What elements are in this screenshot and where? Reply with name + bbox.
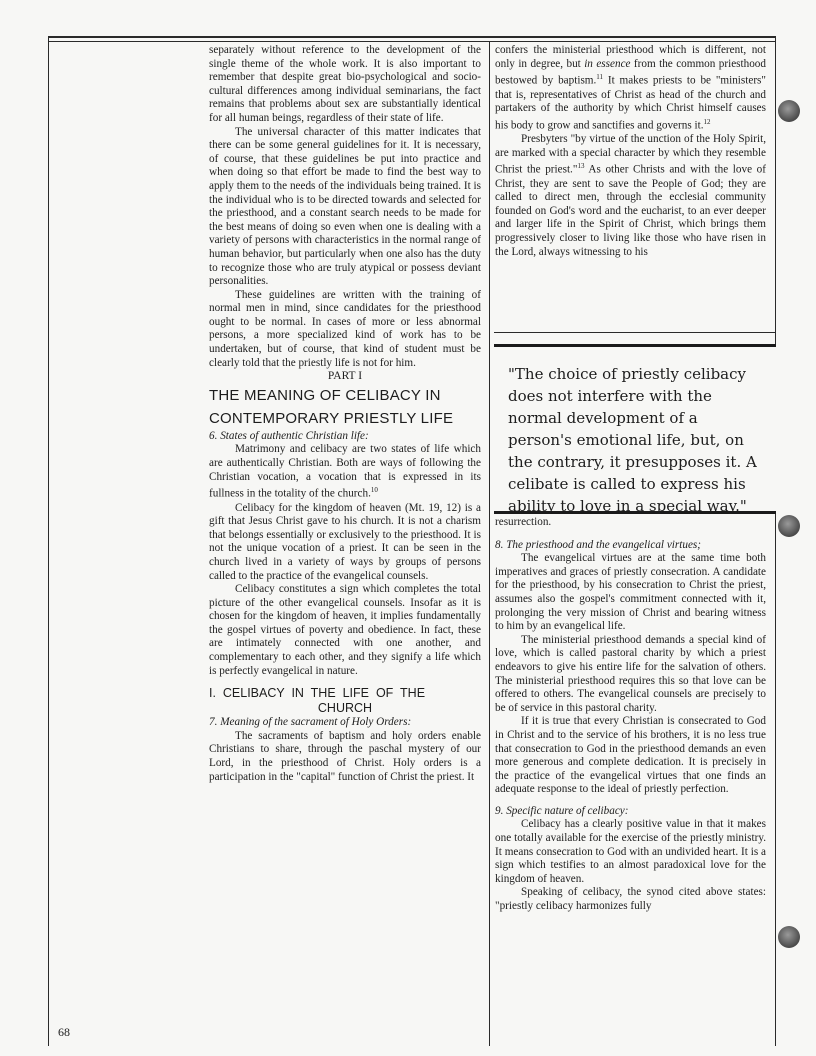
top-rule-thin bbox=[48, 41, 776, 42]
part-label: PART I bbox=[327, 370, 363, 383]
section-6-paragraph-1: Matrimony and celibacy are two states of life which are authentically Christian. Both are ways of following the Christian vocation, a vocation that is expressed in its fullness in the totality of the church.$^{10}$ bbox=[209, 443, 481, 500]
footnote-ref-13: 13 bbox=[577, 162, 585, 171]
footnote-ref-12: 12 bbox=[703, 117, 711, 126]
left-margin-rule bbox=[48, 36, 49, 1046]
right-column-top bbox=[495, 44, 766, 332]
punch-hole-bottom bbox=[778, 926, 800, 948]
pull-quote-box bbox=[494, 344, 776, 514]
right-paragraph-1: confers the ministerial priesthood which is different, not only in degree, but in essence from the common priesthood bestowed by baptism.$^{11}$ It makes priests to be "ministers" that is, representatives of Christ as head of the church and partakers of the authority by which Christ himself causes his body to grow and sanctifies and governs it.$^{12}$ bbox=[495, 44, 766, 132]
column-divider bbox=[489, 41, 490, 1046]
chapter-1-heading-line-1: I. CELIBACY IN THE LIFE OF THE bbox=[209, 686, 426, 701]
footnote-ref-11: 11 bbox=[596, 73, 604, 82]
left-paragraph-1: separately without reference to the development of the single theme of the whole work. It is also important to remember that despite great bio-psychological and socio-cultural differences among individual seminarians, the fact remains that problems about sex are substantially identical for all human beings, regardless of their state of life. bbox=[209, 44, 481, 124]
right-column-bottom bbox=[495, 516, 766, 1046]
punch-hole-middle bbox=[778, 515, 800, 537]
text-end-rule bbox=[494, 332, 776, 333]
section-7-paragraph-1: The sacraments of baptism and holy orders enable Christians to share, through the paschal mystery of our Lord, in the priesthood of Christ. Holy orders is a participation in the "capital" function of Christ the priest. It bbox=[209, 729, 481, 783]
chapter-1-heading-line-2: CHURCH bbox=[317, 701, 373, 716]
section-6-paragraph-3: Celibacy constitutes a sign which completes the total picture of the other evangelical counsels. Insofar as it is chosen for the kingdom of heaven, it implies fundamentally the gospel virtues of poverty and obedience. In fact, these are intimately connected with one another, and complementary to each other, and they signify a life which is perfectly evangelical in nature. bbox=[209, 583, 481, 677]
section-8-paragraph-1: The evangelical virtues are at the same time both imperatives and graces of priestly consecration. A candidate for the priesthood, by his consecration to Christ the priest, assumes also the gospel's commitment connected with it, prolonging the very mission of Christ and bearing witness to him by an evangelical life. bbox=[495, 552, 766, 633]
section-8-paragraph-2: The ministerial priesthood demands a special kind of love, which is called pastoral charity by which a priest endeavors to give his entire life for the salvation of others. The ministerial priesthood requires this so that love can be offered to others. The evangelical counsels are precisely to be of service in this pastoral charity. bbox=[495, 633, 766, 714]
left-paragraph-2: The universal character of this matter indicates that there can be some general guidelines for it. It is necessary, of course, that these guidelines be put into practice and when doing so that effort be made to find the best way to apply them to the needs of the individuals being trained. It is the individual who is to be directed towards and selected for the priesthood, and a constant search needs to be made for the best means of doing so even when one is dealing with a variety of persons with characteristics in the normal range of human behavior, but particularly when one also has the duty to recognize those who are truly atypical or possess deviant personalities. bbox=[209, 125, 481, 288]
right-margin-rule bbox=[775, 36, 776, 1046]
section-7-heading: 7. Meaning of the sacrament of Holy Orders: bbox=[209, 716, 412, 729]
section-8-paragraph-3: If it is true that every Christian is consecrated to God in Christ and to the service of his brothers, it is no less true that consecration to God in the priesthood demands an even more generous and complete dedication. It is precisely in the practice of the evangelical virtues that one finds an adequate response to the ideal of priestly perfection. bbox=[495, 715, 766, 796]
section-9-paragraph-2: Speaking of celibacy, the synod cited above states: "priestly celibacy harmonizes fully bbox=[495, 886, 766, 913]
section-8-heading: 8. The priesthood and the evangelical virtues; bbox=[495, 538, 701, 551]
right-paragraph-3: resurrection. bbox=[495, 516, 552, 528]
section-6-heading: 6. States of authentic Christian life: bbox=[209, 429, 369, 442]
footnote-ref-10: 10 bbox=[370, 486, 378, 495]
punch-hole-top bbox=[778, 100, 800, 122]
part-title-line-1: THE MEANING OF CELIBACY IN bbox=[209, 386, 441, 404]
page-number: 68 bbox=[58, 1025, 70, 1039]
top-rule bbox=[48, 36, 776, 38]
section-6-paragraph-2: Celibacy for the kingdom of heaven (Mt. 19, 12) is a gift that Jesus Christ gave to his church. It is not a charism that belongs essentially or exclusively to the priesthood. It is not the unique vocation of a priest. It can be seen in the church lived in a variety of ways by groups of persons called to the practice of the evangelical counsels. bbox=[209, 501, 481, 582]
part-title-line-2: CONTEMPORARY PRIESTLY LIFE bbox=[209, 409, 454, 427]
pull-quote-text: "The choice of priestly celibacy does not interfere with the normal development of a person's emotional life, but, on the contrary, it presupposes it. A celibate is called to express his ability to love in a special way." bbox=[508, 365, 757, 515]
left-column bbox=[209, 44, 481, 1046]
section-9-heading: 9. Specific nature of celibacy: bbox=[495, 804, 629, 817]
section-9-paragraph-1: Celibacy has a clearly positive value in that it makes one totally available for the exercise of the priestly ministry. It means consecration to God with an undivided heart. It is a sign which testifies to an almost paradoxical love for the kingdom of heaven. bbox=[495, 818, 766, 885]
left-paragraph-3: These guidelines are written with the training of normal men in mind, since candidates for the priesthood ought to be normal. In cases of more or less abnormal persons, a more specialized kind of work has to be undertaken, but of course, that kind of student must be clearly told that the priestly life is not for him. bbox=[209, 288, 481, 369]
right-paragraph-2: Presbyters "by virtue of the unction of the Holy Spirit, are marked with a special character by which they resemble Christ the priest."$^{13}$ As other Christs and with the love of Christ, they are sent to save the People of God; they are called to direct men, through the ecclesial community founded on God's word and the eucharist, to an ever deeper and larger life in the Spirit of Christ, which brings them progressively closer to living like those who have risen in the Lord, always witnessing to his bbox=[495, 133, 766, 258]
